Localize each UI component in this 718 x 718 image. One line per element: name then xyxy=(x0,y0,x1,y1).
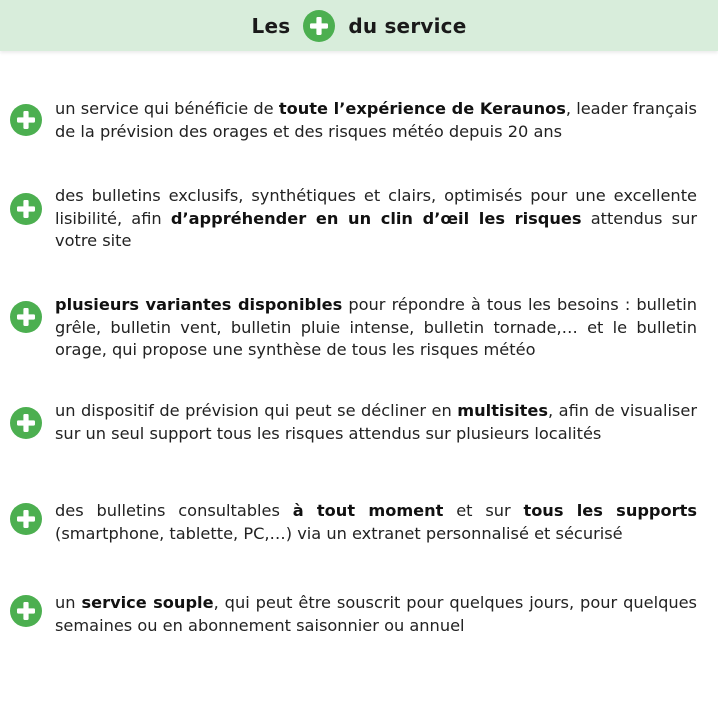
item-segment-bold: toute l’expérience de Keraunos xyxy=(278,99,566,118)
item-segment: pour répondre à tous les besoins : bulletin grêle, bulletin vent, bulletin pluie intense, bulletin tornade,… et le bulletin orage, qui propose une synthèse de tous les risques météo xyxy=(55,295,697,359)
item-segment: un dispositif de prévision qui peut se décliner en xyxy=(55,401,458,420)
item-segment: , leader français de la prévision des orages et des risques météo depuis 20 ans xyxy=(55,99,697,141)
plus-circle-icon xyxy=(10,104,42,136)
item-segment-bold: service souple xyxy=(81,593,214,612)
item-segment: des bulletins exclusifs, synthétiques et clairs, optimisés pour une excellente lisibilité, afin xyxy=(55,186,697,228)
item-segment: (smartphone, tablette, PC,…) via un extranet personnalisé et sécurisé xyxy=(55,523,623,543)
item-segment-bold: à tout moment xyxy=(292,501,444,520)
item-text xyxy=(55,592,697,637)
plus-circle-icon xyxy=(303,10,335,42)
item-segment-bold: d’appréhender en un clin d’œil les risques xyxy=(170,208,582,228)
item-segment-bold: plusieurs variantes disponibles xyxy=(55,295,343,314)
item-segment: des bulletins consultables xyxy=(55,501,293,520)
item-text xyxy=(55,500,697,545)
plus-circle-icon xyxy=(10,595,42,627)
plus-circle-icon xyxy=(10,301,42,333)
item-text xyxy=(55,400,697,445)
item-text xyxy=(55,98,697,143)
item-segment: un service qui bénéficie de xyxy=(55,99,279,118)
item-segment: un xyxy=(55,593,82,612)
plus-circle-icon xyxy=(10,407,42,439)
plus-circle-icon xyxy=(10,193,42,225)
item-segment-bold: tous les supports xyxy=(523,501,697,520)
header-banner xyxy=(0,0,718,51)
plus-circle-icon xyxy=(10,503,42,535)
item-segment-bold: multisites xyxy=(457,401,549,420)
item-segment: attendus sur votre site xyxy=(55,208,698,250)
item-text xyxy=(55,294,697,362)
item-text xyxy=(55,185,697,253)
item-segment: et sur xyxy=(443,501,524,520)
header-prefix: Les xyxy=(251,13,291,38)
header-suffix: du service xyxy=(348,13,467,38)
item-segment: , qui peut être souscrit pour quelques jours, pour quelques semaines ou en abonnement saisonnier ou annuel xyxy=(55,593,697,635)
item-segment: , afin de visualiser sur un seul support tous les risques attendus sur plusieurs localités xyxy=(55,401,697,443)
